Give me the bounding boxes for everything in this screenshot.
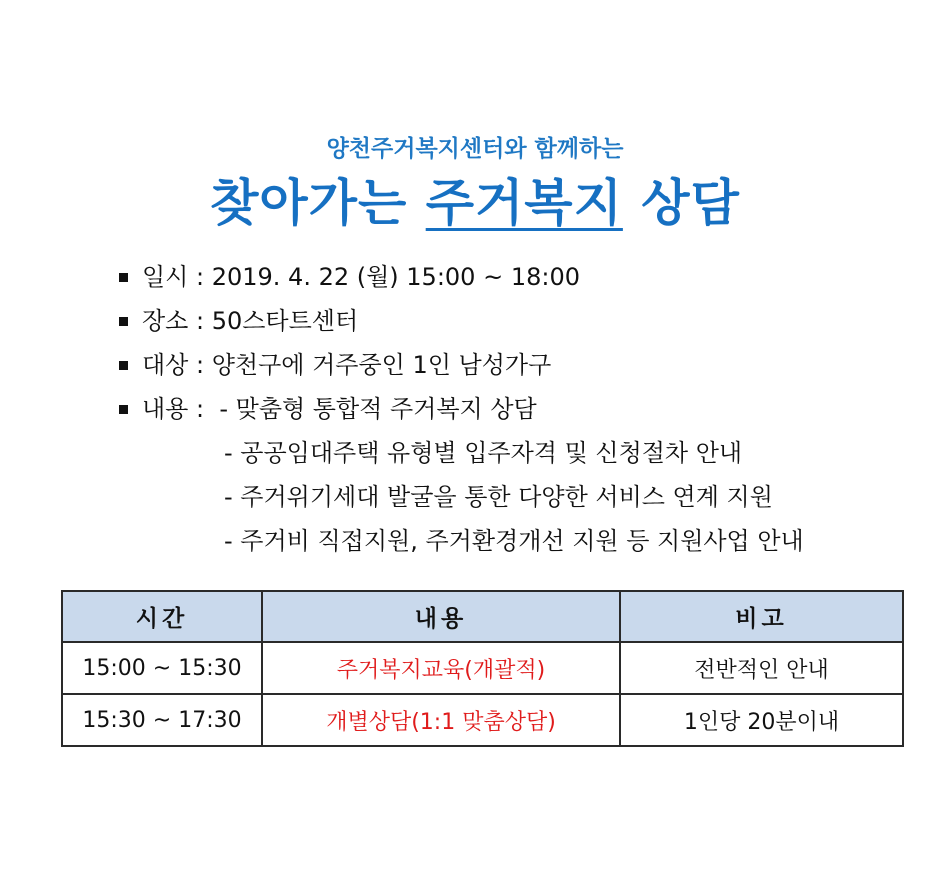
table-row (62, 694, 903, 746)
schedule-table (61, 590, 904, 747)
title-part2: 상담 (622, 174, 740, 232)
cell-content: 주거복지교육(개괄적) (262, 642, 620, 694)
event-subtitle: 양천주거복지센터와 함께하는 (326, 136, 624, 162)
cell-note: 전반적인 안내 (620, 642, 903, 694)
content-item: - 공공임대주택 유형별 입주자격 및 신청절차 안내 (224, 439, 743, 467)
cell-note: 1인당 20분이내 (620, 694, 903, 746)
header-content: 내용 (262, 591, 620, 642)
content-label: 내용 : - 맞춤형 통합적 주거복지 상담 (142, 395, 537, 423)
square-bullet-icon (119, 405, 128, 414)
table-header-row (62, 591, 903, 642)
title-highlight: 주거복지 (425, 174, 623, 232)
info-date (118, 262, 804, 306)
header-time: 시간 (62, 591, 262, 642)
target-text: 대상 : 양천구에 거주중인 1인 남성가구 (142, 351, 552, 379)
info-target (118, 350, 804, 394)
place-text: 장소 : 50스타트센터 (142, 307, 359, 335)
cell-time: 15:30 ~ 17:30 (62, 694, 262, 746)
content-item: - 주거위기세대 발굴을 통한 다양한 서비스 연계 지원 (224, 483, 773, 511)
square-bullet-icon (119, 317, 128, 326)
event-title (0, 163, 950, 235)
content-item: - 주거비 직접지원, 주거환경개선 지원 등 지원사업 안내 (224, 527, 804, 555)
cell-content: 개별상담(1:1 맞춤상담) (262, 694, 620, 746)
info-content (118, 394, 804, 438)
square-bullet-icon (119, 273, 128, 282)
date-text: 일시 : 2019. 4. 22 (월) 15:00 ~ 18:00 (142, 263, 580, 291)
square-bullet-icon (119, 361, 128, 370)
info-place (118, 306, 804, 350)
cell-time: 15:00 ~ 15:30 (62, 642, 262, 694)
header-note: 비고 (620, 591, 903, 642)
title-part1: 찾아가는 (210, 174, 426, 232)
event-info (118, 262, 804, 570)
table-row (62, 642, 903, 694)
